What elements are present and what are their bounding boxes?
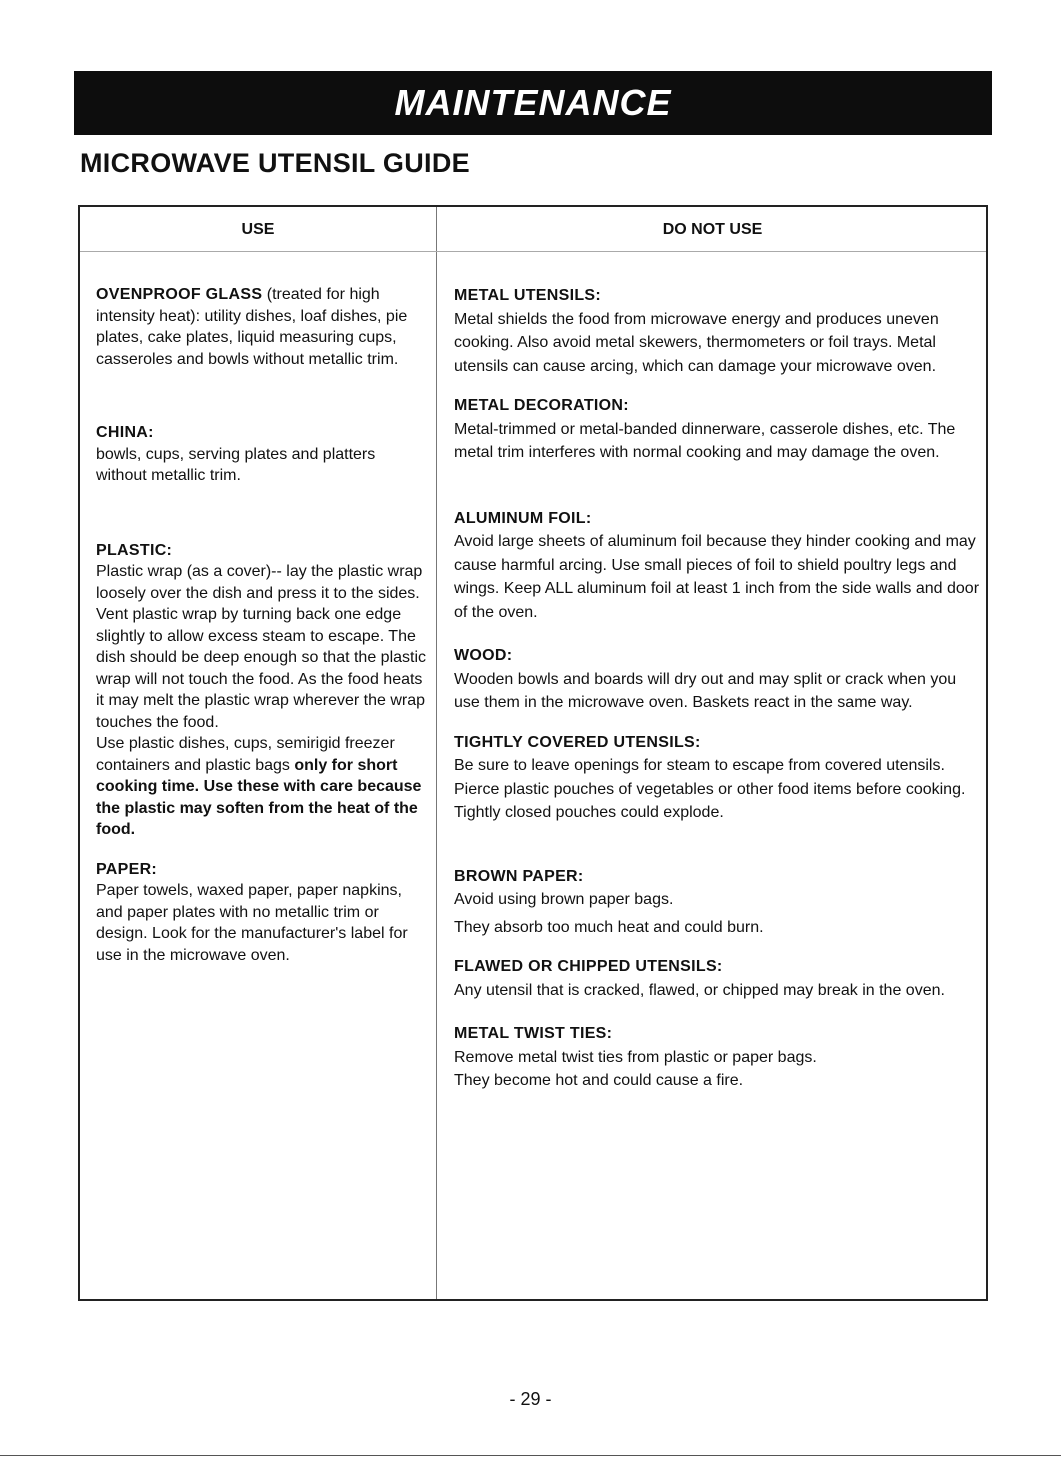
entry-text: Metal-trimmed or metal-banded dinnerware, casserole dishes, etc. The metal trim interferes with normal cooking and may damage the oven. bbox=[454, 420, 956, 461]
entry-paper bbox=[96, 859, 428, 967]
entry-ovenproof-glass bbox=[96, 284, 428, 370]
entry-brown-paper bbox=[454, 865, 982, 940]
entry-title: TIGHTLY COVERED UTENSILS: bbox=[454, 733, 701, 751]
entry-warning: only for short cooking time. Use these with care because the plastic may soften from the heat of the food. bbox=[96, 756, 422, 838]
entry-title: PAPER: bbox=[96, 860, 158, 878]
entry-title: METAL TWIST TIES: bbox=[454, 1025, 613, 1042]
entry-title: FLAWED OR CHIPPED UTENSILS: bbox=[454, 958, 723, 975]
entry-aluminum-foil bbox=[454, 507, 982, 625]
entry-title: PLASTIC: bbox=[96, 541, 173, 559]
entry-text: Avoid using brown paper bags. bbox=[454, 891, 674, 908]
entry-text: Plastic wrap (as a cover)-- lay the plastic wrap loosely over the dish and press it to the sides. bbox=[96, 563, 423, 602]
header-banner bbox=[74, 71, 992, 135]
entry-title: OVENPROOF GLASS bbox=[96, 286, 263, 303]
do-not-use-column bbox=[454, 284, 982, 1093]
entry-text: Wooden bowls and boards will dry out and may split or crack when you use them in the microwave oven. Baskets react in the same way. bbox=[454, 670, 957, 711]
bottom-rule bbox=[0, 1455, 1061, 1456]
entry-tightly-covered bbox=[454, 731, 982, 825]
entry-metal-utensils bbox=[454, 284, 982, 378]
entry-title: CHINA: bbox=[96, 424, 154, 441]
entry-text: Vent plastic wrap by turning back one edge slightly to allow excess steam to escape. The dish should be deep enough so that the plastic wrap will not touch the food. As the food heats it may melt the plastic wrap wherever the wrap touches the food. bbox=[96, 606, 427, 731]
column-header-do-not-use: DO NOT USE bbox=[662, 221, 763, 238]
entry-text: Metal shields the food from microwave energy and produces uneven cooking. Also avoid metal skewers, thermometers or foil trays. Metal utensils can cause arcing, which can damage your microwave oven. bbox=[454, 310, 939, 375]
entry-title: BROWN PAPER: bbox=[454, 867, 584, 885]
entry-title: WOOD: bbox=[454, 647, 513, 664]
entry-text: Use plastic dishes, cups, semirigid freezer containers and plastic bags bbox=[96, 735, 395, 774]
entry-title: METAL UTENSILS: bbox=[454, 287, 602, 304]
header-divider bbox=[80, 251, 986, 252]
entry-metal-decoration bbox=[454, 394, 982, 465]
column-divider bbox=[436, 207, 437, 1299]
entry-flawed-chipped bbox=[454, 955, 982, 1002]
entry-plastic bbox=[96, 540, 428, 841]
entry-text: They absorb too much heat and could burn. bbox=[454, 918, 764, 936]
entry-text: Any utensil that is cracked, flawed, or chipped may break in the oven. bbox=[454, 981, 945, 999]
entry-china bbox=[96, 422, 428, 487]
entry-text: They become hot and could cause a fire. bbox=[454, 1072, 744, 1089]
entry-text: (treated for high intensity heat): utility dishes, loaf dishes, pie plates, cake plates, liquid measuring cups, casseroles and bowls without metallic trim. bbox=[96, 286, 408, 368]
page-number: - 29 - bbox=[509, 1389, 552, 1409]
section-title: MICROWAVE UTENSIL GUIDE bbox=[80, 148, 470, 178]
entry-text: Remove metal twist ties from plastic or paper bags. bbox=[454, 1048, 817, 1066]
entry-metal-twist-ties bbox=[454, 1022, 982, 1093]
entry-wood bbox=[454, 644, 982, 715]
entry-title: METAL DECORATION: bbox=[454, 397, 629, 414]
column-header-use: USE bbox=[241, 221, 275, 238]
utensil-guide-table bbox=[78, 205, 988, 1301]
entry-text: Paper towels, waxed paper, paper napkins, and paper plates with no metallic trim or design. Look for the manufacturer's label for use in the microwave oven. bbox=[96, 882, 408, 964]
entry-text: Be sure to leave openings for steam to escape from covered utensils. Pierce plastic pouches of vegetables or other food items before cooking. Tightly closed pouches could explode. bbox=[454, 757, 966, 821]
banner-title: MAINTENANCE bbox=[394, 82, 672, 123]
entry-title: ALUMINUM FOIL: bbox=[454, 509, 592, 527]
use-column bbox=[96, 284, 428, 966]
entry-text: bowls, cups, serving plates and platters without metallic trim. bbox=[96, 445, 376, 484]
entry-text: Avoid large sheets of aluminum foil because they hinder cooking and may cause harmful arcing. Use small pieces of foil to shield poultry legs and wings. Keep ALL aluminum foil at least 1 inch from the side walls and door of the oven. bbox=[454, 533, 980, 621]
